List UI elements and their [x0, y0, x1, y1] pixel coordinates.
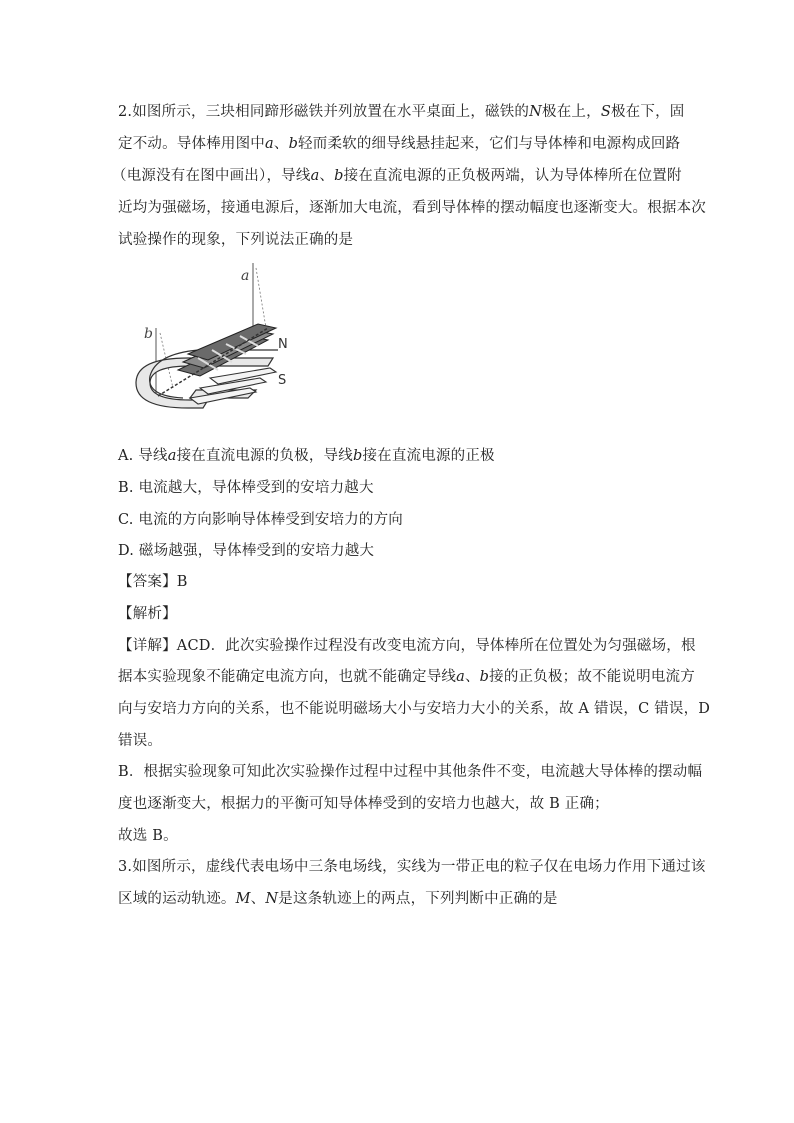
text: 接在直流电源的负极，导线 — [176, 448, 353, 464]
analysis-line-5 — [118, 762, 702, 782]
option-a — [118, 446, 495, 466]
text: 接的正负极；故不能说明电流方 — [489, 669, 695, 685]
q3-line-2 — [118, 889, 558, 909]
text: 【详解】ACD．此次实验操作过程没有改变电流方向，导体棒所在位置处为匀强磁场，根 — [118, 638, 696, 654]
text: 定不动。导体棒用图中 — [118, 136, 265, 152]
text: 向与安培力方向的关系，也不能说明磁场大小与安培力大小的关系，故 A 错误，C 错误，D — [118, 701, 711, 717]
magnet-figure — [128, 258, 308, 430]
analysis-line-1 — [118, 636, 696, 656]
text: 近均为强磁场，接通电源后，逐渐加大电流，看到导体棒的摆动幅度也逐渐变大。根据本次 — [118, 200, 706, 216]
text: B．根据实验现象可知此次实验操作过程中过程中其他条件不变，电流越大导体棒的摆动幅 — [118, 764, 703, 780]
text: 接在直流电源的正极 — [362, 448, 495, 464]
wire-a: a — [456, 669, 465, 685]
text: 轻而柔软的细导线悬挂起来，它们与导体棒和电源构成回路 — [298, 136, 681, 152]
text: C. 电流的方向影响导体棒受到安培力的方向 — [118, 512, 403, 528]
analysis-line-3 — [118, 699, 710, 719]
analysis-line-7 — [118, 826, 178, 846]
text: 极在上， — [542, 104, 601, 120]
text: 故选 B。 — [118, 828, 178, 844]
q2-line-5 — [118, 230, 353, 250]
text: A. 导线 — [118, 448, 168, 464]
label-b: b — [144, 326, 153, 342]
text: 接在直流电源的正负极两端，认为导体棒所在位置附 — [343, 168, 682, 184]
point-n: N — [265, 891, 279, 907]
wire-a: a — [167, 448, 177, 464]
text: D. 磁场越强，导体棒受到的安培力越大 — [118, 543, 375, 559]
option-b — [118, 478, 374, 498]
text: 度也逐渐变大，根据力的平衡可知导体棒受到的安培力也越大，故 B 正确； — [118, 796, 609, 812]
text: 、 — [250, 891, 266, 907]
answer: 【答案】B — [118, 574, 188, 590]
wire-b: b — [288, 136, 299, 152]
text: 3.如图所示，虚线代表电场中三条电场线，实线为一带正电的粒子仅在电场力作用下通过该 — [118, 859, 706, 875]
q2-line-4 — [118, 198, 706, 218]
point-m: M — [235, 891, 251, 907]
analysis-line-2 — [118, 667, 695, 687]
text: 错误。 — [118, 733, 163, 749]
text: 极在下，固 — [610, 104, 685, 120]
wire-a: a — [265, 136, 274, 152]
q3-line-1 — [118, 857, 706, 877]
pole-n: N — [529, 104, 543, 120]
wire-a: a — [310, 168, 320, 184]
q2-line-3 — [112, 166, 682, 186]
option-d — [118, 541, 374, 561]
wire-a-dashed — [256, 268, 266, 328]
pole-s: S — [600, 104, 611, 120]
text: 区域的运动轨迹。 — [118, 891, 236, 907]
analysis-line-6 — [118, 794, 609, 814]
text: 据本实验现象不能确定电流方向，也就不能确定导线 — [118, 669, 457, 685]
label-s: S — [278, 373, 287, 388]
label-a: a — [241, 268, 250, 284]
wire-b: b — [479, 669, 490, 685]
analysis-line-4 — [118, 731, 162, 751]
text: 2.如图所示，三块相同蹄形磁铁并列放置在水平桌面上，磁铁的 — [118, 104, 530, 120]
q2-line-2 — [118, 134, 680, 154]
text: （电源没有在图中画出），导线 — [112, 168, 311, 184]
wire-b: b — [352, 448, 363, 464]
label-n: N — [278, 337, 288, 352]
text: 是这条轨迹上的两点，下列判断中正确的是 — [278, 891, 558, 907]
text: 试验操作的现象，下列说法正确的是 — [118, 232, 354, 248]
text: 、 — [273, 136, 289, 152]
text: 、 — [464, 669, 480, 685]
wire-b: b — [334, 168, 344, 184]
q2-line-1 — [118, 102, 684, 122]
analysis-heading: 【解析】 — [118, 606, 177, 622]
option-c — [118, 510, 403, 530]
text: 、 — [319, 168, 335, 184]
text: B. 电流越大，导体棒受到的安培力越大 — [118, 480, 374, 496]
